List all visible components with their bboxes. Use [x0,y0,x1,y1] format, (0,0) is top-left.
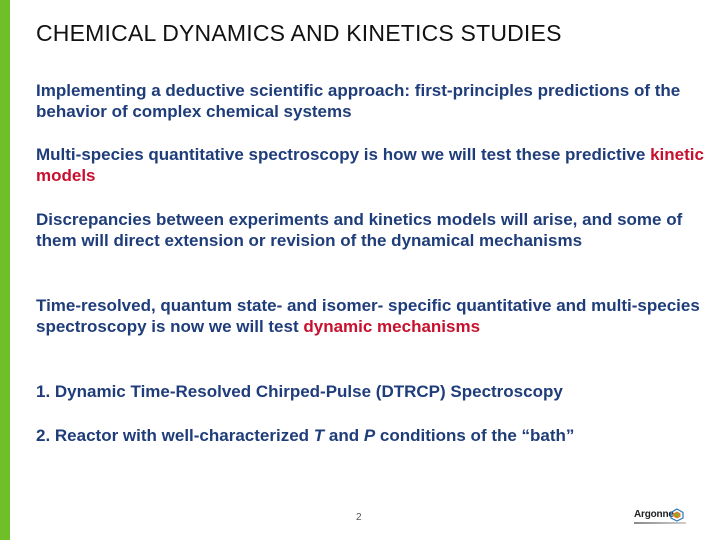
paragraph-text: Time-resolved, quantum state- and isomer- specific quantitative and multi-species spectroscopy is now we will test [36,296,700,336]
paragraph-text: and [324,426,364,445]
italic-p: P [363,426,376,445]
paragraph-text: conditions of the “bath” [375,426,575,445]
paragraph-time-resolved [36,295,706,337]
paragraph-text: 2. Reactor with well-characterized [36,426,314,445]
slide-title: CHEMICAL DYNAMICS AND KINETICS STUDIES [36,20,562,46]
highlight-dynamic-mechanisms: dynamic mechanisms [303,317,481,336]
logo-subline [634,522,686,524]
argonne-logo-icon [670,508,684,522]
paragraph-discrepancies: Discrepancies between experiments and kinetics models will arise, and some of them will direct extension or revision of the dynamical mechanisms [36,210,683,250]
argonne-logo [634,508,686,528]
accent-bar [0,0,10,540]
italic-t: T [313,426,325,445]
logo-wordmark: Argonne [634,509,674,520]
paragraph-deductive-approach: Implementing a deductive scientific approach: first-principles predictions of the behavior of complex chemical systems [36,81,681,121]
list-item-dtrcp: 1. Dynamic Time-Resolved Chirped-Pulse (DTRCP) Spectroscopy [36,382,563,401]
highlight-kinetic-models: kinetic models [36,145,704,185]
list-item-reactor [36,425,706,446]
page-number: 2 [356,512,362,523]
paragraph-text: Multi-species quantitative spectroscopy is how we will test these predictive [36,145,651,164]
paragraph-multi-species [36,144,706,186]
